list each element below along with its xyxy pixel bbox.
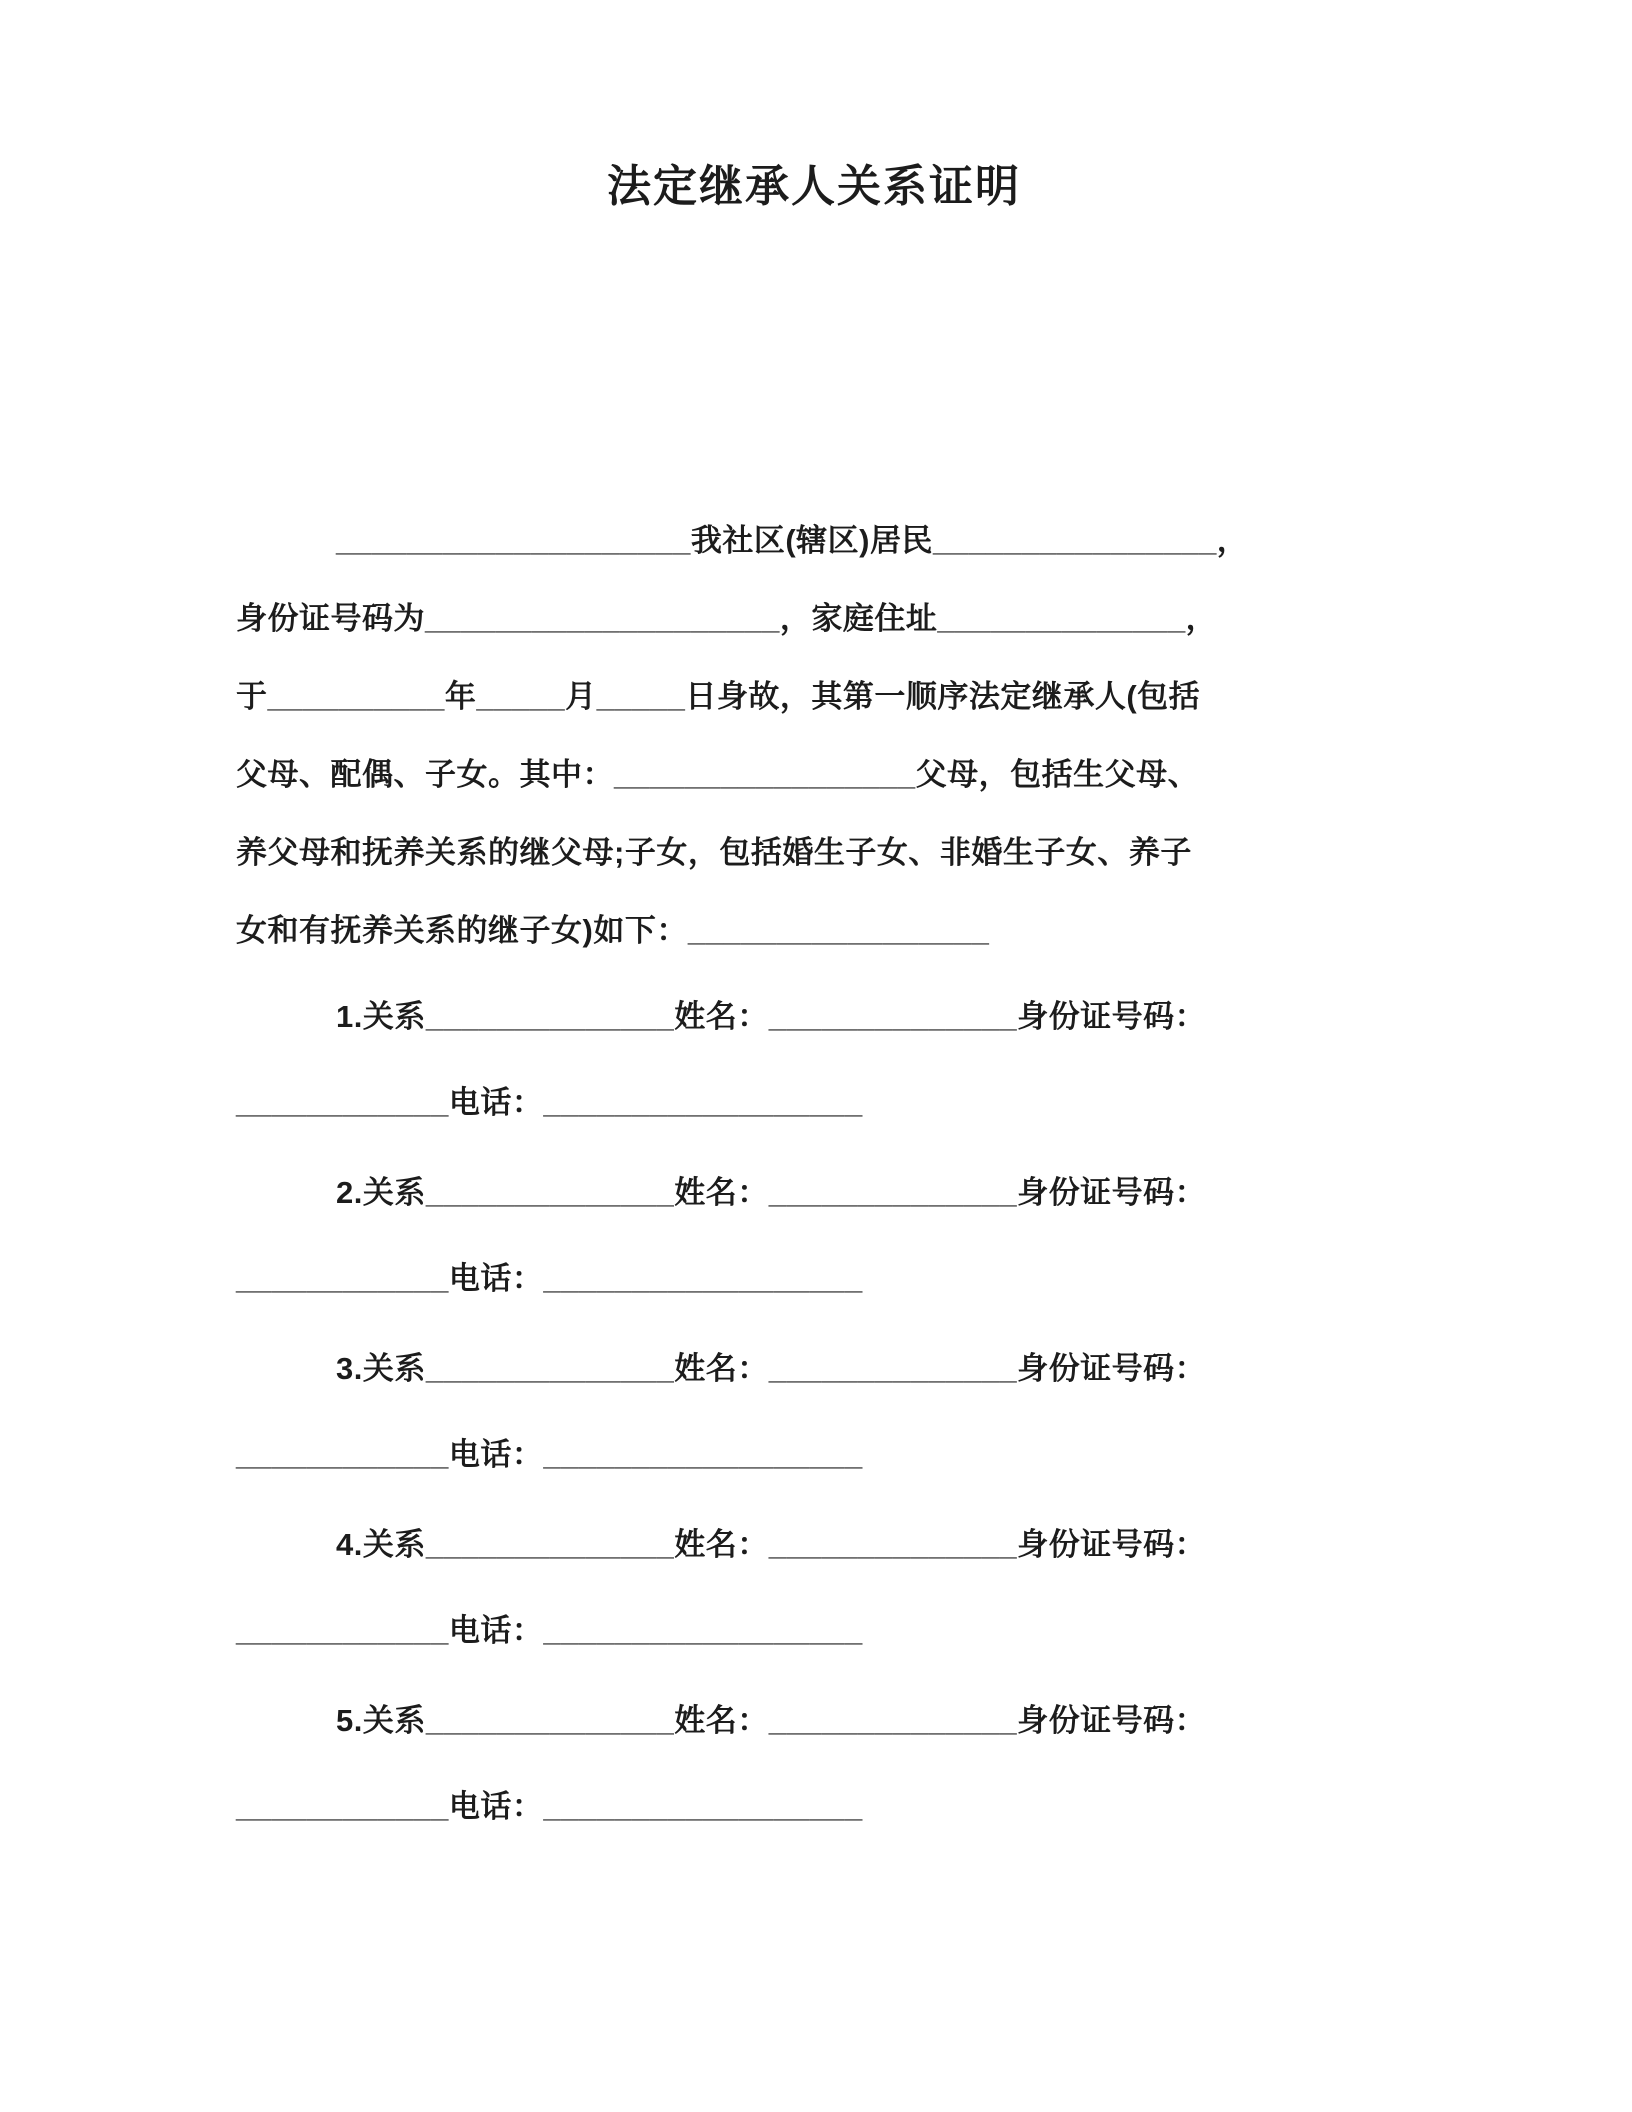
heir-line-1: 1.关系______________姓名：______________身份证号码： <box>336 999 1207 1034</box>
heir-line-1: 3.关系______________姓名：______________身份证号码： <box>336 1351 1207 1386</box>
heir-line-2: ____________电话：__________________ <box>236 1261 863 1296</box>
heir-line-1: 4.关系______________姓名：______________身份证号码： <box>336 1527 1207 1562</box>
paragraph-line: 父母、配偶、子女。其中：_________________父母，包括生父母、 <box>236 757 1200 792</box>
heir-line-1: 5.关系______________姓名：______________身份证号码： <box>336 1703 1207 1738</box>
document-title: 法定继承人关系证明 <box>607 162 1021 211</box>
heir-line-2: ____________电话：__________________ <box>236 1085 863 1120</box>
heir-line-2: ____________电话：__________________ <box>236 1437 863 1472</box>
paragraph-line: 养父母和抚养关系的继父母;子女，包括婚生子女、非婚生子女、养子 <box>236 835 1192 870</box>
paragraph-line: ____________________我社区(辖区)居民________________， <box>336 523 1249 558</box>
paragraph-line: 女和有抚养关系的继子女)如下：_________________ <box>236 913 990 948</box>
intro-paragraph <box>236 502 1392 970</box>
heir-line-2: ____________电话：__________________ <box>236 1613 863 1648</box>
heirs-list <box>236 974 1392 1850</box>
paragraph-line: 于__________年_____月_____日身故，其第一顺序法定继承人(包括 <box>236 679 1201 714</box>
heir-line-2: ____________电话：__________________ <box>236 1789 863 1824</box>
heir-entry <box>236 974 1392 1146</box>
heir-entry <box>236 1502 1392 1674</box>
paragraph-line: 身份证号码为____________________，家庭住址______________， <box>236 601 1218 636</box>
heir-entry <box>236 1678 1392 1850</box>
document-body <box>236 502 1392 1850</box>
heir-entry <box>236 1150 1392 1322</box>
heir-entry <box>236 1326 1392 1498</box>
heir-line-1: 2.关系______________姓名：______________身份证号码： <box>336 1175 1207 1210</box>
